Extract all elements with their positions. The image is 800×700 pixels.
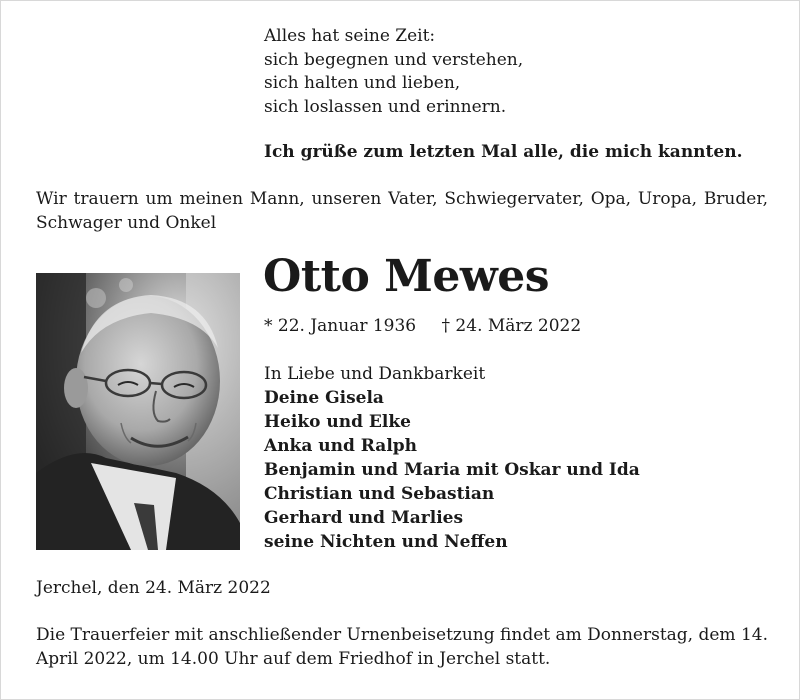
- mourner-name: Christian und Sebastian: [264, 484, 495, 504]
- poem: [264, 25, 523, 119]
- farewell-greeting: Ich grüße zum letzten Mal alle, die mich kannten.: [264, 142, 743, 162]
- mourners-heading: In Liebe und Dankbarkeit: [264, 364, 486, 384]
- mourner-name: Anka und Ralph: [264, 436, 418, 456]
- mourner-name: seine Nichten und Neffen: [264, 532, 508, 552]
- mourner-name: Gerhard und Marlies: [264, 508, 464, 528]
- mourner-name: Heiko und Elke: [264, 412, 411, 432]
- portrait-image: [36, 273, 240, 550]
- deceased-name: Otto Mewes: [263, 251, 549, 302]
- birth-date: * 22. Januar 1936: [264, 316, 417, 336]
- portrait-photo: [36, 273, 240, 550]
- place-and-date: Jerchel, den 24. März 2022: [36, 578, 271, 598]
- poem-line: sich begegnen und verstehen,: [264, 49, 524, 70]
- mourner-name: Deine Gisela: [264, 388, 384, 408]
- poem-line: Alles hat seine Zeit:: [264, 26, 436, 46]
- mourning-intro: Wir trauern um meinen Mann, unseren Vater, Schwiegervater, Opa, Uropa, Bruder, Schwager und Onkel: [36, 189, 768, 233]
- mourners-list: [264, 362, 640, 554]
- life-dates: [264, 316, 581, 336]
- poem-line: sich loslassen und erinnern.: [264, 96, 507, 117]
- poem-line: sich halten und lieben,: [264, 73, 461, 93]
- mourner-name: Benjamin und Maria mit Oskar und Ida: [264, 460, 640, 480]
- death-date: † 24. März 2022: [441, 316, 582, 336]
- funeral-notice: Die Trauerfeier mit anschließender Urnenbeisetzung findet am Donnerstag, dem 14. April 2022, um 14.00 Uhr auf dem Friedhof in Jerchel statt.: [36, 625, 768, 669]
